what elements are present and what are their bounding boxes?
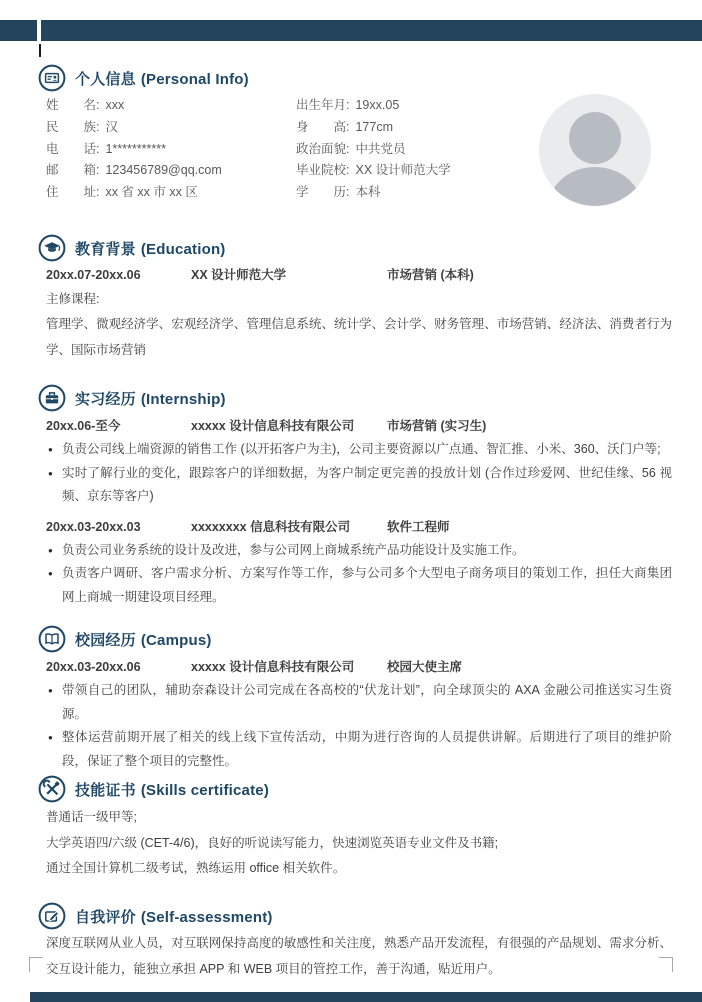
field-label: 姓 名: <box>46 98 100 112</box>
field-label: 毕业院校: <box>296 163 350 178</box>
internship-entry-row <box>46 414 672 438</box>
briefcase-icon <box>38 384 66 412</box>
field-ethnicity <box>46 117 292 139</box>
skill-line: 普通话一级甲等; <box>46 810 137 824</box>
bullet-marker: ● <box>48 733 53 742</box>
field-value: 123456789@qq.com <box>105 163 222 178</box>
field-label: 住 址: <box>46 185 100 200</box>
entry-role: 校园大使主席 <box>387 660 463 674</box>
entry-organization: XX 设计师范大学 <box>191 268 287 282</box>
section-title-zh: 个人信息 <box>75 70 136 88</box>
field-value: 1*********** <box>105 141 166 156</box>
bullet-text: 负责公司业务系统的设计及改进，参与公司网上商城系统产品功能设计及实施工作。 <box>62 542 525 557</box>
section-title <box>75 388 226 409</box>
field-label: 出生年月: <box>296 98 350 112</box>
education-section-header <box>38 234 226 262</box>
cursor-notch <box>37 20 41 41</box>
section-title-zh: 技能证书 <box>75 781 136 799</box>
internship-section-header <box>38 384 226 412</box>
entry-organization: xxxxx 设计信息科技有限公司 <box>191 419 355 433</box>
section-title-zh: 自我评价 <box>75 908 136 926</box>
section-title-en: (Skills certificate) <box>140 781 270 799</box>
bullet-marker: ● <box>48 569 53 578</box>
list-item <box>46 462 672 509</box>
section-title <box>75 238 226 259</box>
field-label: 邮 箱: <box>46 163 100 178</box>
entry-role: 软件工程师 <box>387 519 450 534</box>
list-item <box>46 679 672 726</box>
bullet-marker: ● <box>48 445 53 454</box>
field-value: 19xx.05 <box>355 98 400 112</box>
field-email <box>46 160 292 182</box>
section-title <box>75 779 269 800</box>
entry-organization: xxxxx 设计信息科技有限公司 <box>191 660 355 674</box>
section-title-zh: 教育背景 <box>75 240 136 258</box>
bullet-text: 负责客户调研、客户需求分析、方案写作等工作，参与公司多个大型电子商务项目的策划工作，担任大商集团网上商城一期建设项目经理。 <box>62 566 672 604</box>
entry-date: 20xx.03-20xx.06 <box>46 660 141 674</box>
field-value: 本科 <box>355 185 381 200</box>
field-label: 身 高: <box>296 119 350 134</box>
field-label: 电 话: <box>46 141 100 156</box>
campus-entry-row <box>46 655 672 679</box>
personal-info-section-header <box>38 64 249 92</box>
field-label: 政治面貌: <box>296 141 350 156</box>
bullet-marker: ● <box>48 686 53 695</box>
field-school <box>296 160 542 182</box>
assessment-text: 深度互联网从业人员，对互联网保持高度的敏感性和关注度，熟悉产品开发流程，有很强的产品规划、需求分析、交互设计能力，能独立承担 APP 和 WEB 项目的管控工作，善于沟通，贴近用户。 <box>46 936 672 976</box>
bullet-text: 整体运营前期开展了相关的线上线下宣传活动，中期为进行咨询的人员提供讲解。后期进行了项目的维护阶段，保证了整个项目的完整性。 <box>62 730 672 768</box>
entry-role: 市场营销 (本科) <box>387 268 474 282</box>
open-book-icon <box>38 625 66 653</box>
page-margin-mark-left <box>29 957 43 972</box>
personal-fields-right <box>296 95 542 204</box>
list-item <box>46 562 672 609</box>
courses-label: 主修课程: <box>46 292 100 306</box>
campus-body <box>46 655 672 773</box>
top-accent-bar <box>0 20 702 41</box>
field-birth <box>296 95 542 117</box>
section-title <box>75 68 249 89</box>
id-card-icon <box>38 64 66 92</box>
courses-text: 管理学、微观经济学、宏观经济学、管理信息系统、统计学、会计学、财务管理、市场营销、经济法、消费者行为学、国际市场营销 <box>46 317 672 357</box>
graduation-cap-icon <box>38 234 66 262</box>
list-item <box>46 539 672 563</box>
field-value: xx 省 xx 市 xx 区 <box>105 185 198 200</box>
field-address <box>46 182 292 204</box>
bottom-accent-bar <box>30 992 702 1002</box>
entry-date: 20xx.07-20xx.06 <box>46 268 141 282</box>
field-label: 民 族: <box>46 119 100 134</box>
skill-line: 通过全国计算机二级考试，熟练运用 office 相关软件。 <box>46 861 346 875</box>
section-title-en: (Campus) <box>140 631 212 649</box>
field-degree <box>296 182 542 204</box>
field-value: 汉 <box>105 119 118 134</box>
skills-body <box>46 805 672 882</box>
bullet-marker: ● <box>48 468 53 478</box>
field-name <box>46 95 292 117</box>
section-title-en: (Education) <box>140 240 226 258</box>
list-item <box>46 726 672 773</box>
text-cursor[interactable] <box>39 44 41 57</box>
internship-body <box>46 414 672 609</box>
bullet-marker: ● <box>48 545 53 555</box>
entry-organization: xxxxxxxx 信息科技有限公司 <box>191 519 351 534</box>
assessment-section-header <box>38 902 273 930</box>
tools-icon <box>38 775 66 803</box>
education-body <box>46 263 672 363</box>
section-title-en: (Internship) <box>140 390 226 408</box>
field-value: 中共党员 <box>355 141 406 156</box>
skill-line: 大学英语四/六级 (CET-4/6)，良好的听说读写能力，快速浏览英语专业文件及书籍; <box>46 835 499 850</box>
skills-section-header <box>38 775 269 803</box>
entry-role: 市场营销 (实习生) <box>387 419 487 433</box>
list-item <box>46 438 672 462</box>
bullet-text: 带领自己的团队，辅助奈森设计公司完成在各高校的“伏龙计划”，向全球顶尖的 AXA 金融公司推送实习生资源。 <box>62 683 672 721</box>
section-title <box>75 629 212 650</box>
internship-entry-row <box>46 515 672 539</box>
section-title-en: (Self-assessment) <box>140 908 273 926</box>
section-title <box>75 906 273 927</box>
bullet-text: 实时了解行业的变化，跟踪客户的详细数据，为客户制定更完善的投放计划 (合作过珍爱网、世纪佳缘、56 视频、京东等客户) <box>62 465 672 503</box>
field-value: XX 设计师范大学 <box>355 163 451 178</box>
section-title-en: (Personal Info) <box>140 70 249 88</box>
assessment-body <box>46 931 672 982</box>
field-value: xxx <box>105 98 125 112</box>
field-label: 学 历: <box>296 185 350 200</box>
field-political-status <box>296 139 542 161</box>
education-entry-row <box>46 263 672 287</box>
field-height <box>296 117 542 139</box>
section-title-zh: 实习经历 <box>75 390 136 408</box>
field-phone <box>46 139 292 161</box>
campus-section-header <box>38 625 212 653</box>
avatar <box>539 94 651 206</box>
bullet-text: 负责公司线上端资源的销售工作 (以开拓客户为主)，公司主要资源以广点通、智汇推、小米、360、沃门户等; <box>62 442 661 456</box>
personal-fields-left <box>46 95 292 204</box>
pencil-icon <box>38 902 66 930</box>
entry-date: 20xx.03-20xx.03 <box>46 519 141 534</box>
entry-date: 20xx.06-至今 <box>46 419 121 433</box>
field-value: 177cm <box>355 119 394 134</box>
section-title-zh: 校园经历 <box>75 631 136 649</box>
